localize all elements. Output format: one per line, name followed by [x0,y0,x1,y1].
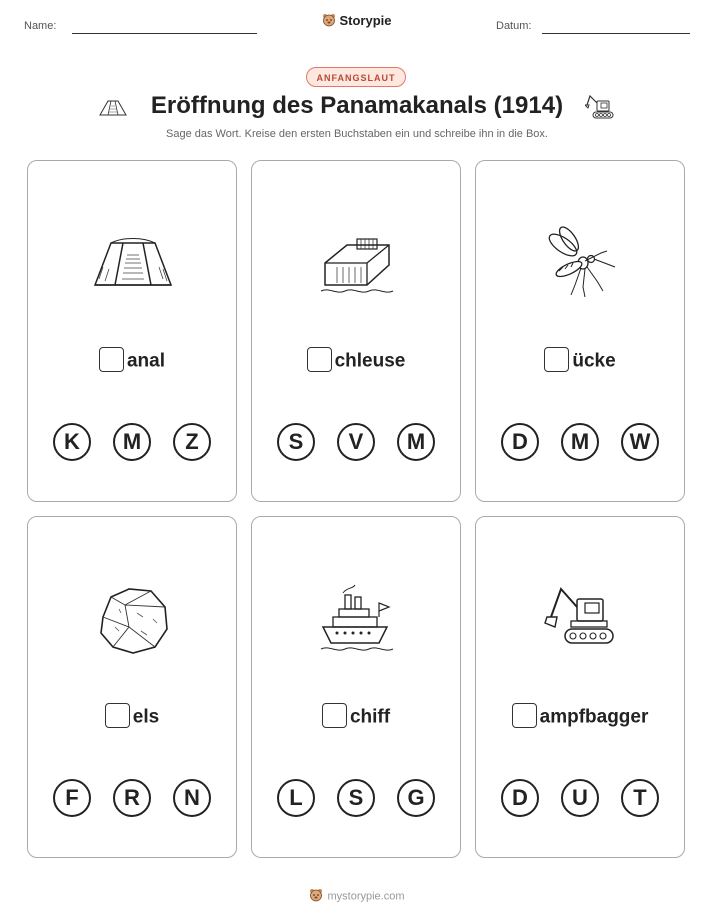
word-card [27,160,237,502]
brand-name: Storypie [339,13,392,28]
answer-box[interactable] [105,703,130,728]
letter-option[interactable]: T [621,779,659,817]
page-title: Eröffnung des Panamakanals (1914) [150,92,564,119]
letter-option[interactable]: Z [173,423,211,461]
letter-option[interactable]: U [561,779,599,817]
word-card [251,516,461,858]
answer-box[interactable] [307,347,332,372]
letter-option[interactable]: D [501,779,539,817]
letter-options [476,423,684,461]
canal-lock-icon [317,223,397,303]
letter-option[interactable]: S [337,779,375,817]
letter-option[interactable]: M [397,423,435,461]
instructions: Sage das Wort. Kreise den ersten Buchstaben ein und schreibe ihn in die Box. [166,128,548,140]
letter-options [252,423,460,461]
letter-option[interactable]: M [561,423,599,461]
word-text: els [132,706,160,728]
letter-option[interactable]: L [277,779,315,817]
word-text: ampfbagger [539,706,649,728]
letter-option[interactable]: R [113,779,151,817]
bear-icon [309,888,323,905]
word-stem [252,705,460,730]
word-card [475,516,685,858]
excavator-icon [585,93,617,121]
word-stem [476,705,684,730]
topic-badge: ANFANGSLAUT [306,67,406,87]
excavator-icon [541,579,621,659]
footer-url[interactable]: mystorypie.com [327,890,405,903]
letter-option[interactable]: M [113,423,151,461]
brand-logo [0,13,714,30]
word-text: chleuse [334,350,406,372]
word-text: anal [126,350,166,372]
letter-option[interactable]: V [337,423,375,461]
word-card [475,160,685,502]
word-stem [476,349,684,374]
word-card [27,516,237,858]
letter-option[interactable]: W [621,423,659,461]
bear-icon [322,13,336,30]
word-text: chiff [349,706,391,728]
answer-box[interactable] [322,703,347,728]
name-line[interactable] [72,33,257,34]
letter-options [476,779,684,817]
date-line[interactable] [542,33,690,34]
word-stem [28,705,236,730]
letter-option[interactable]: K [53,423,91,461]
answer-box[interactable] [512,703,537,728]
letter-option[interactable]: N [173,779,211,817]
letter-options [28,779,236,817]
letter-options [28,423,236,461]
word-stem [28,349,236,374]
canal-icon [93,223,173,303]
word-text: ücke [572,350,616,372]
ship-icon [317,579,397,659]
letter-option[interactable]: S [277,423,315,461]
word-stem [252,349,460,374]
rock-icon [93,579,173,659]
answer-box[interactable] [544,347,569,372]
letter-option[interactable]: G [397,779,435,817]
word-card [251,160,461,502]
answer-box[interactable] [99,347,124,372]
footer [0,888,714,905]
date-label: Datum: [496,20,532,32]
letter-option[interactable]: F [53,779,91,817]
mosquito-icon [541,223,621,303]
letter-options [252,779,460,817]
letter-option[interactable]: D [501,423,539,461]
name-label: Name: [24,20,57,32]
